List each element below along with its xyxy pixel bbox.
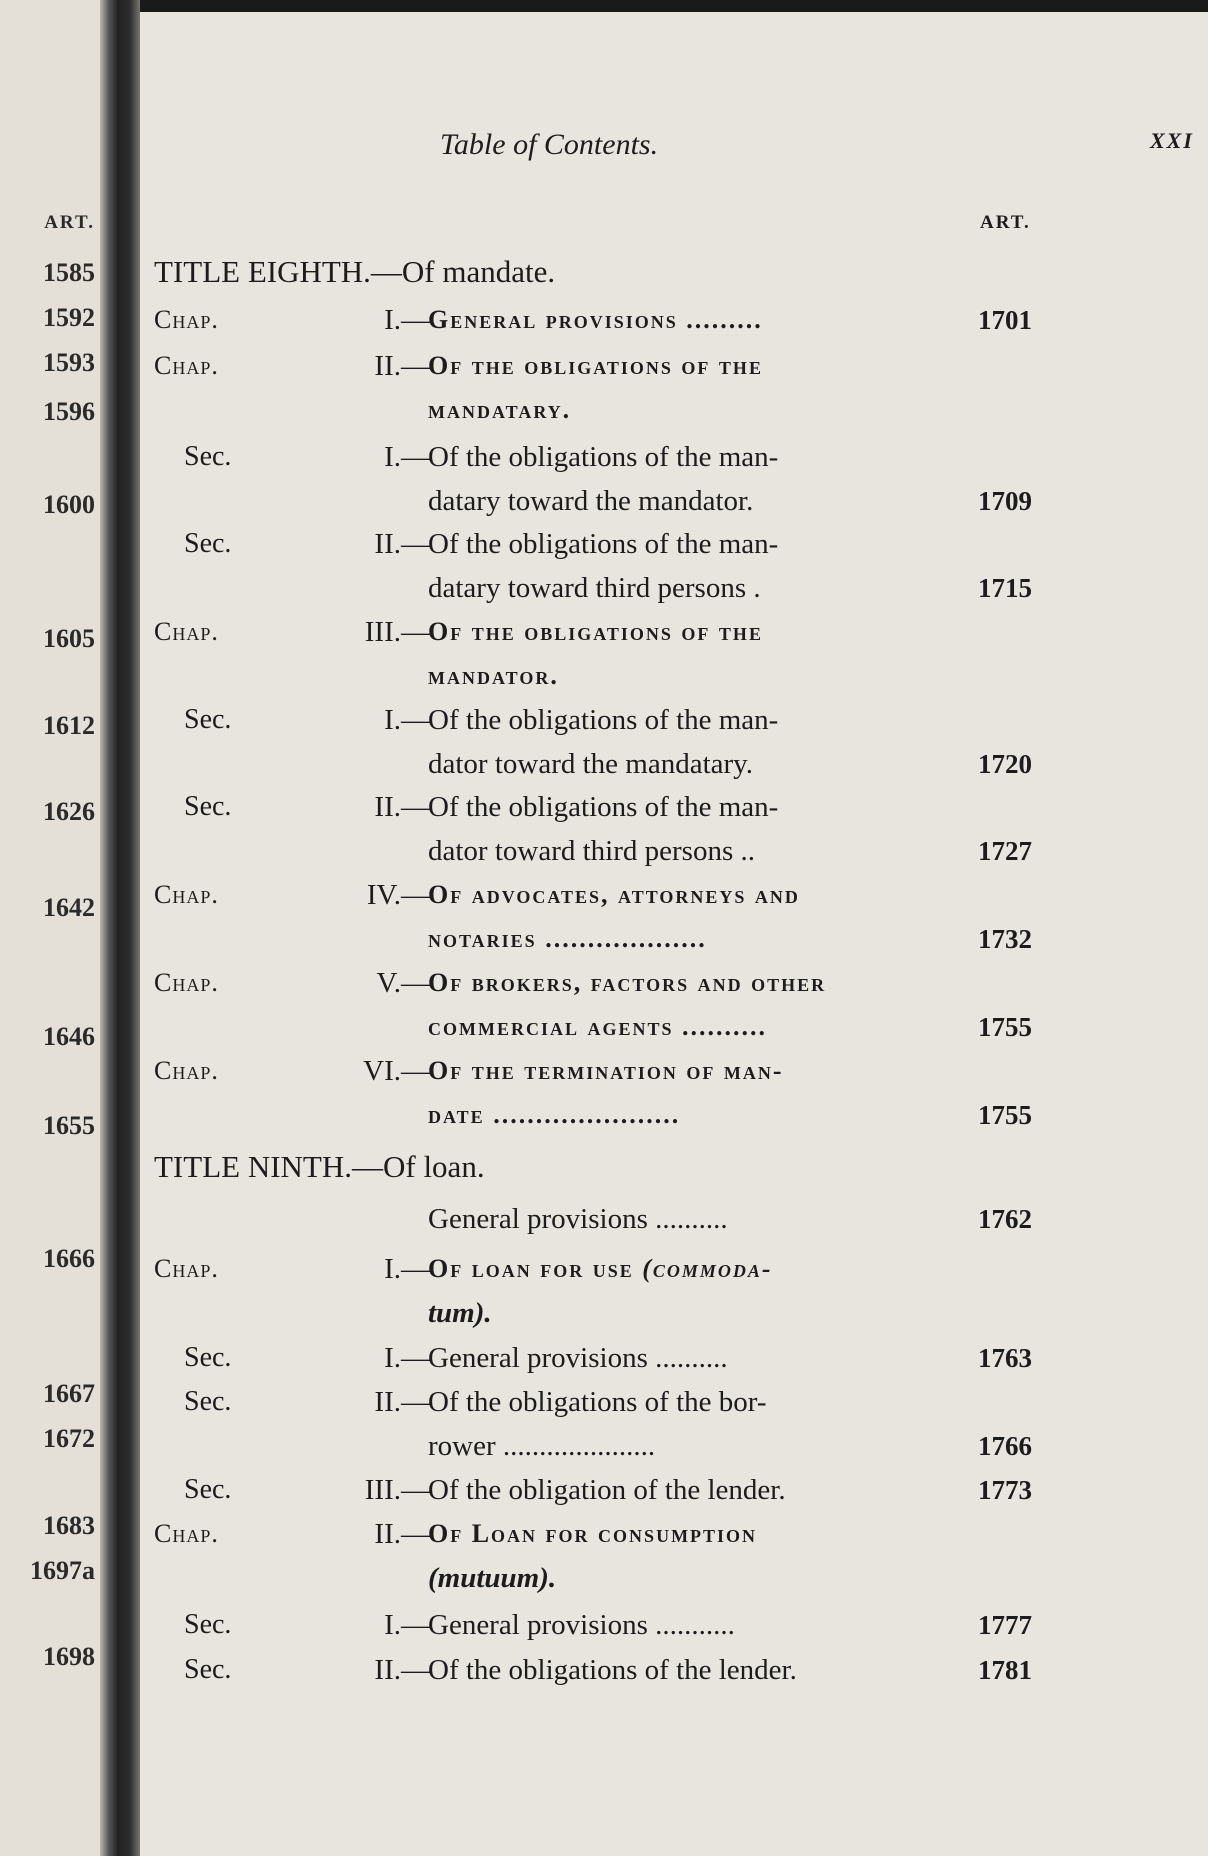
left-art-label: ART. bbox=[44, 212, 95, 233]
toc-entry-text: Of brokers, factors and other bbox=[428, 968, 827, 997]
toc-article-number: 1720 bbox=[978, 749, 1032, 779]
toc-article-number: 1766 bbox=[978, 1431, 1032, 1461]
toc-row bbox=[0, 1249, 1208, 1289]
toc-entry-continuation: mandator. bbox=[428, 661, 559, 690]
toc-number: III.— bbox=[364, 616, 430, 648]
toc-entry-text: Of the obligations of the bor- bbox=[428, 1386, 767, 1418]
toc-article-number: 1781 bbox=[978, 1655, 1032, 1685]
toc-leader-dots: ................... bbox=[536, 924, 707, 953]
toc-entry-text: General provisions .......... bbox=[428, 1342, 728, 1374]
toc-entry-continuation: mandatary. bbox=[428, 395, 572, 424]
toc-leader-dots: ......... bbox=[677, 305, 763, 334]
toc-number: I.— bbox=[384, 704, 430, 736]
toc-row bbox=[0, 1426, 1208, 1466]
toc-row bbox=[0, 1650, 1208, 1690]
toc-number: IV.— bbox=[366, 879, 430, 911]
toc-label: Chap. bbox=[154, 880, 219, 909]
toc-entry-text: Of the obligations of the lender. bbox=[428, 1654, 797, 1686]
toc-label: Chap. bbox=[154, 305, 219, 334]
margin-article-number: 1593 bbox=[43, 348, 95, 377]
margin-article-number: 1605 bbox=[43, 624, 95, 653]
page-number: XXI bbox=[1150, 128, 1194, 153]
toc-entry-text: Of Loan for consumption bbox=[428, 1519, 758, 1548]
toc-row bbox=[0, 1382, 1208, 1422]
toc-row bbox=[0, 1051, 1208, 1091]
toc-article-number: 1727 bbox=[978, 836, 1032, 866]
margin-article-number: 1666 bbox=[43, 1244, 95, 1273]
margin-article-number: 1683 bbox=[43, 1511, 95, 1540]
toc-row bbox=[0, 612, 1208, 652]
toc-article-number: 1755 bbox=[978, 1100, 1032, 1130]
toc-entry-continuation: datary toward the mandator. bbox=[428, 485, 754, 517]
toc-entry-continuation: General provisions .......... bbox=[428, 1203, 728, 1235]
margin-article-number: 1697a bbox=[30, 1556, 95, 1585]
toc-number: I.— bbox=[384, 441, 430, 473]
toc-leader-dots: ...................... bbox=[484, 1100, 681, 1129]
toc-number: II.— bbox=[374, 350, 430, 382]
toc-number: I.— bbox=[384, 1253, 430, 1285]
toc-number: I.— bbox=[384, 1342, 430, 1374]
toc-row bbox=[0, 524, 1208, 564]
toc-entry-continuation-italic: (mutuum). bbox=[428, 1562, 557, 1594]
toc-row bbox=[0, 390, 1208, 430]
toc-entry-italic: (commoda- bbox=[633, 1254, 773, 1283]
toc-row bbox=[0, 1605, 1208, 1645]
toc-label: Chap. bbox=[154, 1056, 219, 1085]
toc-label: Chap. bbox=[154, 1519, 219, 1548]
toc-label: Chap. bbox=[154, 351, 219, 380]
toc-entry-text: Of loan for use (commoda- bbox=[428, 1254, 773, 1283]
toc-row bbox=[0, 437, 1208, 477]
toc-entry-text: Of the obligations of the man- bbox=[428, 441, 779, 473]
margin-article-number: 1667 bbox=[43, 1379, 95, 1408]
toc-row bbox=[0, 346, 1208, 386]
margin-article-number: 1672 bbox=[43, 1424, 95, 1453]
toc-title: TITLE EIGHTH.—Of mandate. bbox=[154, 254, 556, 289]
toc-label: Sec. bbox=[184, 1654, 232, 1685]
toc-row bbox=[0, 963, 1208, 1003]
toc-label: Chap. bbox=[154, 1254, 219, 1283]
toc-article-number: 1709 bbox=[978, 486, 1032, 516]
toc-number: V.— bbox=[376, 967, 430, 999]
toc-row bbox=[0, 1338, 1208, 1378]
toc-row bbox=[0, 1558, 1208, 1598]
toc-entry-text: Of the obligations of the man- bbox=[428, 528, 779, 560]
toc-row bbox=[0, 787, 1208, 827]
margin-article-number: 1626 bbox=[43, 797, 95, 826]
toc-number: II.— bbox=[374, 1386, 430, 1418]
toc-label: Sec. bbox=[184, 1609, 232, 1640]
toc-entry-text: Of the obligations of the bbox=[428, 617, 763, 646]
toc-entry-continuation-italic: tum). bbox=[428, 1297, 492, 1329]
toc-label: Sec. bbox=[184, 528, 232, 559]
toc-entry-continuation: commercial agents .......... bbox=[428, 1012, 768, 1041]
toc-row bbox=[0, 656, 1208, 696]
toc-entry-continuation: rower ..................... bbox=[428, 1430, 656, 1462]
toc-label: Sec. bbox=[184, 1342, 232, 1373]
toc-entry-text: Of the obligations of the man- bbox=[428, 704, 779, 736]
toc-article-number: 1763 bbox=[978, 1343, 1032, 1373]
toc-entry-continuation: dator toward third persons .. bbox=[428, 835, 755, 867]
toc-article-number: 1762 bbox=[978, 1204, 1032, 1234]
toc-row bbox=[0, 1470, 1208, 1510]
toc-label: Sec. bbox=[184, 1386, 232, 1417]
toc-entry-continuation: dator toward the mandatary. bbox=[428, 748, 754, 780]
toc-entry-continuation: date ...................... bbox=[428, 1100, 681, 1129]
margin-article-number: 1642 bbox=[43, 893, 95, 922]
margin-article-number: 1585 bbox=[43, 258, 95, 287]
toc-label: Chap. bbox=[154, 968, 219, 997]
toc-title: TITLE NINTH.—Of loan. bbox=[154, 1149, 485, 1184]
toc-number: I.— bbox=[384, 304, 430, 336]
toc-row bbox=[0, 481, 1208, 521]
toc-label: Sec. bbox=[184, 791, 232, 822]
toc-label: Chap. bbox=[154, 617, 219, 646]
toc-entry-text: Of the termination of man- bbox=[428, 1056, 784, 1085]
right-art-label: ART. bbox=[980, 212, 1031, 233]
margin-article-number: 1592 bbox=[43, 303, 95, 332]
toc-row bbox=[0, 875, 1208, 915]
toc-row bbox=[0, 1095, 1208, 1135]
toc-title-row bbox=[0, 1147, 1208, 1187]
toc-label: Sec. bbox=[184, 704, 232, 735]
toc-entry-text: General provisions ......... bbox=[428, 305, 763, 334]
toc-row bbox=[0, 1199, 1208, 1239]
toc-number: VI.— bbox=[363, 1055, 430, 1087]
margin-article-number: 1698 bbox=[43, 1642, 95, 1671]
toc-number: II.— bbox=[374, 791, 430, 823]
toc-row bbox=[0, 1007, 1208, 1047]
toc-number: II.— bbox=[374, 528, 430, 560]
toc-row bbox=[0, 919, 1208, 959]
margin-article-number: 1596 bbox=[43, 397, 95, 426]
toc-article-number: 1773 bbox=[978, 1475, 1032, 1505]
toc-row bbox=[0, 1293, 1208, 1333]
toc-entry-continuation: notaries ................... bbox=[428, 924, 707, 953]
margin-article-number: 1655 bbox=[43, 1111, 95, 1140]
toc-article-number: 1777 bbox=[978, 1610, 1032, 1640]
margin-article-number: 1646 bbox=[43, 1022, 95, 1051]
toc-row bbox=[0, 1514, 1208, 1554]
toc-entry-text: Of the obligations of the bbox=[428, 351, 763, 380]
toc-article-number: 1732 bbox=[978, 924, 1032, 954]
toc-entry-continuation: datary toward third persons . bbox=[428, 572, 761, 604]
toc-row bbox=[0, 700, 1208, 740]
toc-article-number: 1701 bbox=[978, 305, 1032, 335]
margin-article-number: 1612 bbox=[43, 711, 95, 740]
toc-row bbox=[0, 831, 1208, 871]
margin-article-number: 1600 bbox=[43, 490, 95, 519]
toc-article-number: 1755 bbox=[978, 1012, 1032, 1042]
toc-number: II.— bbox=[374, 1518, 430, 1550]
toc-number: II.— bbox=[374, 1654, 430, 1686]
toc-row bbox=[0, 300, 1208, 340]
toc-article-number: 1715 bbox=[978, 573, 1032, 603]
toc-row bbox=[0, 568, 1208, 608]
toc-label: Sec. bbox=[184, 441, 232, 472]
running-title: Table of Contents. bbox=[440, 128, 659, 161]
toc-entry-text: Of advocates, attorneys and bbox=[428, 880, 800, 909]
toc-number: III.— bbox=[364, 1474, 430, 1506]
toc-entry-text: Of the obligations of the man- bbox=[428, 791, 779, 823]
toc-number: I.— bbox=[384, 1609, 430, 1641]
toc-leader-dots: .......... bbox=[673, 1012, 768, 1041]
toc-row bbox=[0, 744, 1208, 784]
toc-title-row bbox=[0, 252, 1208, 292]
toc-entry-text: Of the obligation of the lender. bbox=[428, 1474, 786, 1506]
toc-label: Sec. bbox=[184, 1474, 232, 1505]
toc-entry-text: General provisions ........... bbox=[428, 1609, 735, 1641]
